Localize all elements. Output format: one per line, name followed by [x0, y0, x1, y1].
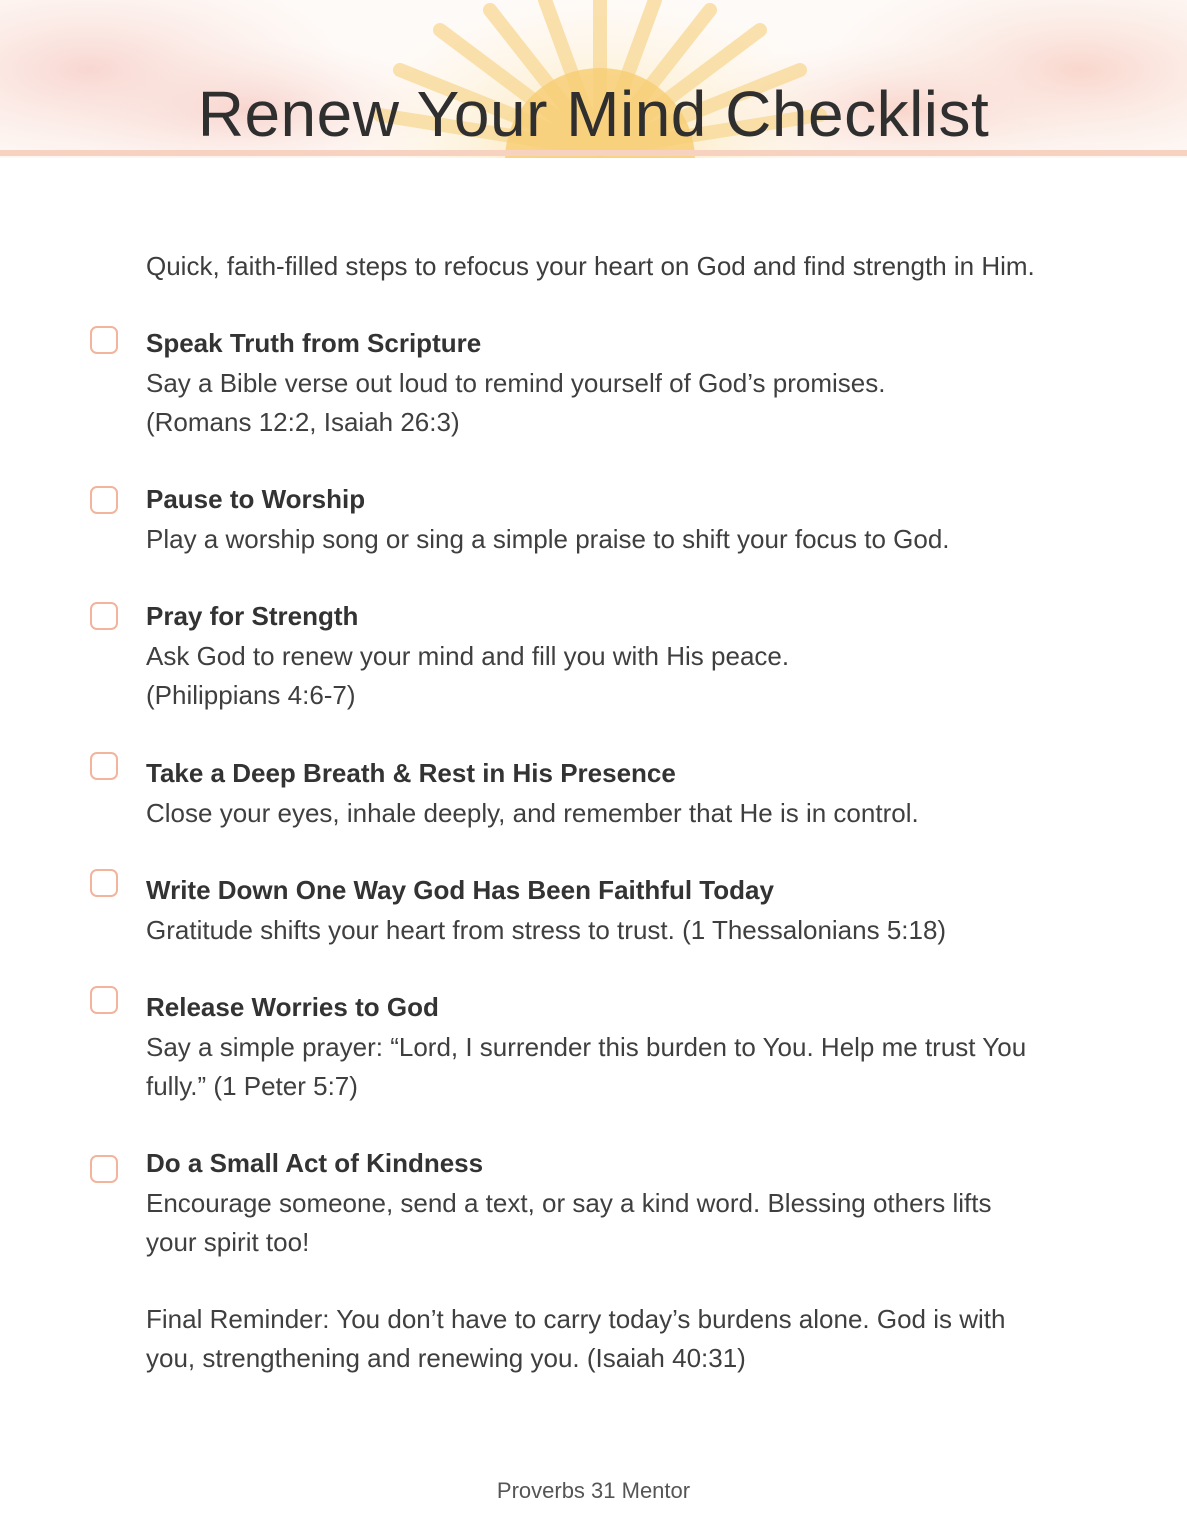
description-line: Close your eyes, inhale deeply, and remember that He is in control.: [146, 798, 919, 828]
final-reminder-line: you, strengthening and renewing you. (Isaiah 40:31): [146, 1343, 746, 1373]
footer-brand: Proverbs 31 Mentor: [496, 1478, 691, 1503]
description-line: Say a simple prayer: “Lord, I surrender this burden to You. Help me trust You: [146, 1032, 1027, 1062]
item-title: Do a Small Act of Kindness: [146, 1148, 484, 1178]
intro-text: Quick, faith-filled steps to refocus your heart on God and find strength in Him.: [146, 251, 1035, 281]
final-reminder-line: Final Reminder: You don’t have to carry today’s burdens alone. God is with: [146, 1304, 1006, 1334]
item-description: [146, 364, 1096, 442]
checkbox[interactable]: [90, 326, 118, 354]
item-description: [146, 637, 1096, 715]
item-title: Write Down One Way God Has Been Faithful Today: [146, 875, 774, 905]
item-title: Pray for Strength: [146, 601, 359, 631]
item-description: [146, 794, 1096, 833]
item-description: [146, 1028, 1096, 1106]
page-title: Renew Your Mind Checklist: [197, 78, 990, 150]
checkbox[interactable]: [90, 1155, 118, 1183]
item-title: Speak Truth from Scripture: [146, 328, 482, 358]
checkbox[interactable]: [90, 869, 118, 897]
description-line: Say a Bible verse out loud to remind yourself of God’s promises.: [146, 368, 886, 398]
final-reminder: [146, 1300, 1005, 1378]
item-description: [146, 911, 1096, 950]
checkbox[interactable]: [90, 486, 118, 514]
item-title: Take a Deep Breath & Rest in His Presence: [146, 758, 676, 788]
description-line: fully.” (1 Peter 5:7): [146, 1071, 358, 1101]
description-line: Play a worship song or sing a simple praise to shift your focus to God.: [146, 524, 950, 554]
item-title: Pause to Worship: [146, 484, 366, 514]
header-divider: [0, 150, 1187, 156]
checkbox[interactable]: [90, 986, 118, 1014]
description-line: Encourage someone, send a text, or say a kind word. Blessing others lifts: [146, 1188, 992, 1218]
description-line: (Philippians 4:6-7): [146, 680, 356, 710]
checkbox[interactable]: [90, 752, 118, 780]
header-banner: [0, 0, 1187, 158]
description-line: Gratitude shifts your heart from stress to trust. (1 Thessalonians 5:18): [146, 915, 947, 945]
item-description: [146, 1184, 1096, 1262]
checkbox[interactable]: [90, 602, 118, 630]
description-line: (Romans 12:2, Isaiah 26:3): [146, 407, 460, 437]
item-description: [146, 520, 1096, 559]
description-line: Ask God to renew your mind and fill you with His peace.: [146, 641, 790, 671]
item-title: Release Worries to God: [146, 992, 439, 1022]
description-line: your spirit too!: [146, 1227, 310, 1257]
